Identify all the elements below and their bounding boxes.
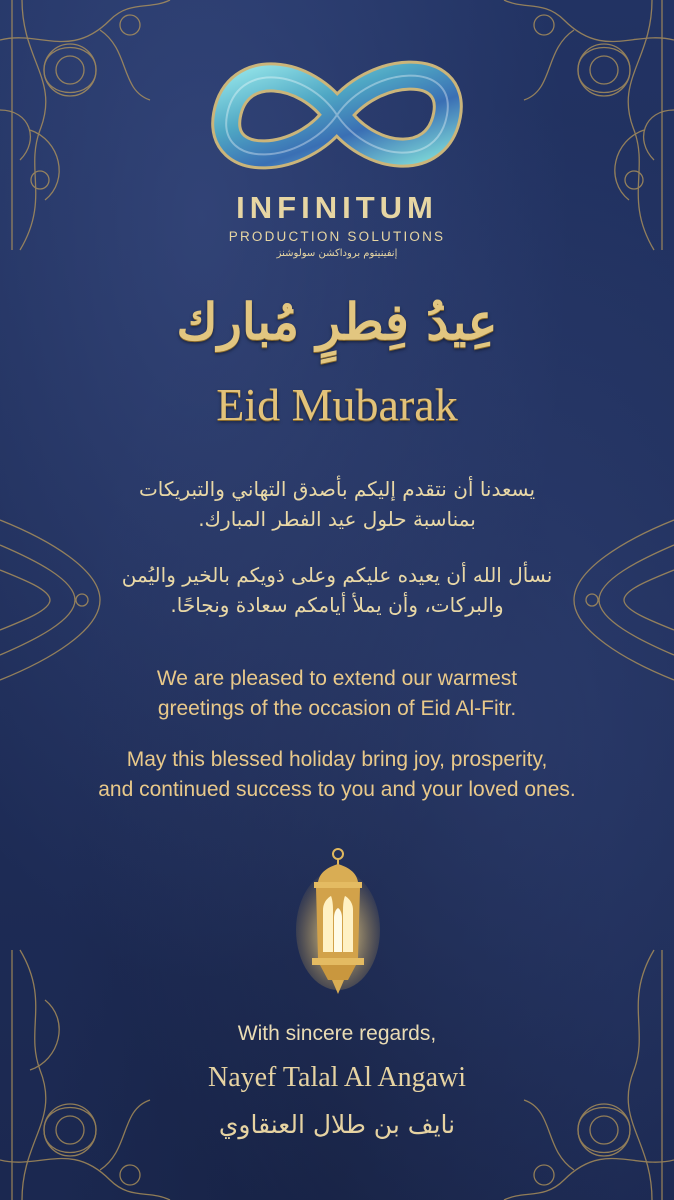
english-greeting-paragraph-2 xyxy=(0,745,674,805)
english-line: We are pleased to extend our warmest xyxy=(156,667,518,690)
infinity-logo-icon xyxy=(197,40,477,190)
eid-arabic-heading: عِيدُ فِطرٍ مُبارك xyxy=(176,292,498,351)
arabic-line: نسأل الله أن يعيده عليكم وعلى ذويكم بالخير واليُمن xyxy=(121,563,553,587)
signature-name-arabic: نايف بن طلال العنقاوي xyxy=(218,1110,456,1139)
arabic-line: والبركات، وأن يملأ أيامكم سعادة ونجاحًا. xyxy=(170,593,504,617)
english-line: and continued success to you and your loved ones. xyxy=(98,778,576,801)
arabic-greeting-paragraph-1 xyxy=(0,474,674,534)
arabic-line: بمناسبة حلول عيد الفطر المبارك. xyxy=(198,507,476,531)
english-greeting-paragraph-1 xyxy=(0,664,674,724)
signature-name-english: Nayef Talal Al Angawi xyxy=(207,1062,466,1093)
english-line: greetings of the occasion of Eid Al-Fitr. xyxy=(157,697,517,720)
brand-name: INFINITUM xyxy=(236,190,438,225)
brand-arabic-name: إنفينيتوم بروداكشن سولوشنز xyxy=(276,248,398,259)
english-line: May this blessed holiday bring joy, prosperity, xyxy=(126,748,548,771)
arabic-line: يسعدنا أن نتقدم إليكم بأصدق التهاني والتبريكات xyxy=(138,477,536,501)
eid-english-heading: Eid Mubarak xyxy=(216,379,458,430)
brand-subtitle: PRODUCTION SOLUTIONS xyxy=(228,229,446,244)
signature-regards: With sincere regards, xyxy=(237,1022,437,1045)
lantern-icon xyxy=(296,848,380,998)
arabic-greeting-paragraph-2 xyxy=(0,560,674,620)
